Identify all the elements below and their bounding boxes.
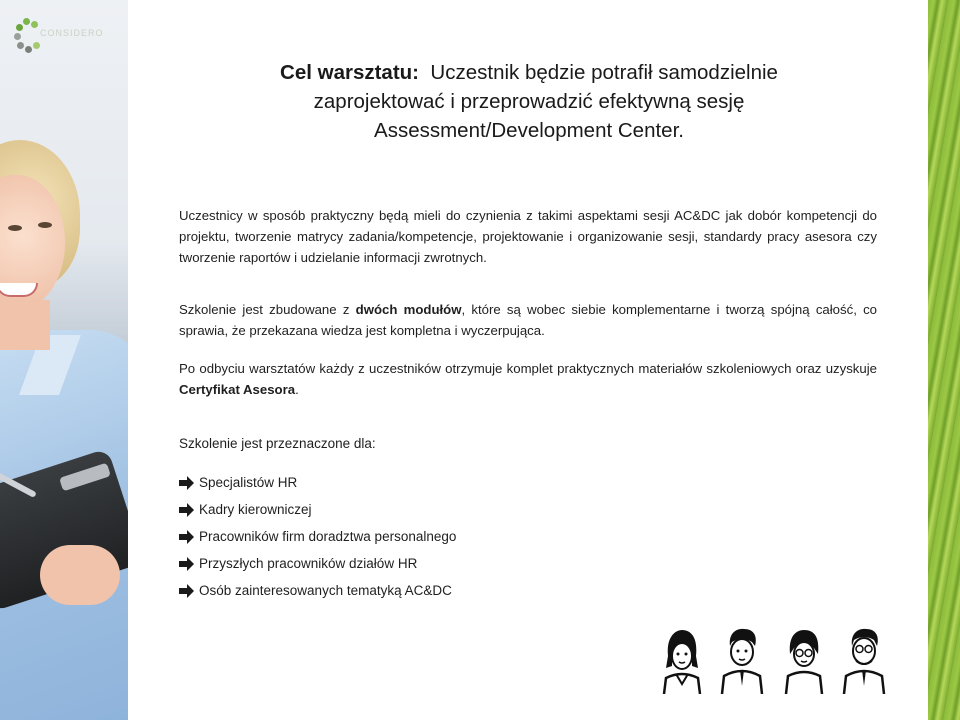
target-heading: Szkolenie jest przeznaczone dla: bbox=[179, 436, 376, 451]
logo-dot bbox=[14, 33, 21, 40]
woman-avatar-icon bbox=[658, 626, 706, 694]
list-item-text: Pracowników firm doradztwa personalnego bbox=[199, 529, 457, 544]
arrow-right-icon bbox=[179, 530, 194, 544]
list-item-text: Specjalistów HR bbox=[199, 475, 298, 490]
paragraph-modules bbox=[179, 299, 877, 341]
bamboo-decoration bbox=[928, 0, 960, 720]
hero-photo bbox=[0, 0, 128, 720]
logo-dot bbox=[33, 42, 40, 49]
list-item-text: Kadry kierowniczej bbox=[199, 502, 312, 517]
logo-dot bbox=[25, 46, 32, 53]
title-text: Uczestnik będzie potrafił samodzielnie zaprojektować i przeprowadzić efektywną sesję Assessment/Development Center. bbox=[313, 61, 778, 142]
people-illustration bbox=[658, 626, 888, 696]
logo-dot bbox=[23, 18, 30, 25]
title-label: Cel warsztatu: bbox=[280, 61, 420, 84]
list-item bbox=[179, 526, 456, 553]
page-title bbox=[235, 58, 823, 145]
paragraph-certificate bbox=[179, 358, 877, 400]
photo-eye bbox=[8, 225, 22, 231]
photo-eye bbox=[38, 222, 52, 228]
woman-glasses-avatar-icon bbox=[780, 626, 828, 694]
list-item bbox=[179, 580, 456, 607]
paragraph-aspects: Uczestnicy w sposób praktyczny będą mieli do czynienia z takimi aspektami sesji AC&DC jak dobór kompetencji do projektu, tworzenie matrycy zadania/kompetencje, projektowanie i organizowanie sesji, standardy pracy asesora czy tworzenie raportów i udzielanie informacji zwrotnych. bbox=[179, 208, 877, 265]
paragraph-modules-before: Szkolenie jest zbudowane z bbox=[179, 302, 356, 317]
bearded-man-avatar-icon bbox=[840, 626, 888, 694]
logo-text: CONSIDERO bbox=[40, 28, 104, 38]
logo-dot bbox=[16, 24, 23, 31]
photo-hand bbox=[40, 545, 120, 605]
paragraph-certificate-after: . bbox=[295, 382, 299, 397]
logo-dot bbox=[17, 42, 24, 49]
list-item bbox=[179, 553, 456, 580]
paragraph-modules-after: , które są wobec siebie komplementarne i tworzą spójną całość, co sprawia, że przekazana wiedza jest kompletna i wyczerpująca. bbox=[179, 302, 878, 338]
logo-dot bbox=[31, 21, 38, 28]
paragraph-certificate-bold: Certyfikat Asesora bbox=[179, 382, 296, 397]
list-item bbox=[179, 499, 456, 526]
company-logo bbox=[14, 16, 114, 54]
paragraph-certificate-before: Po odbyciu warsztatów każdy z uczestników otrzymuje komplet praktycznych materiałów szkoleniowych oraz uzyskuje bbox=[179, 361, 877, 376]
man-avatar-icon bbox=[718, 626, 766, 694]
arrow-right-icon bbox=[179, 503, 194, 517]
list-item bbox=[179, 472, 456, 499]
list-item-text: Przyszłych pracowników działów HR bbox=[199, 556, 418, 571]
list-item-text: Osób zainteresowanych tematyką AC&DC bbox=[199, 583, 452, 598]
paragraph-modules-bold: dwóch modułów bbox=[355, 302, 462, 317]
target-list bbox=[179, 472, 456, 607]
arrow-right-icon bbox=[179, 557, 194, 571]
arrow-right-icon bbox=[179, 476, 194, 490]
arrow-right-icon bbox=[179, 584, 194, 598]
